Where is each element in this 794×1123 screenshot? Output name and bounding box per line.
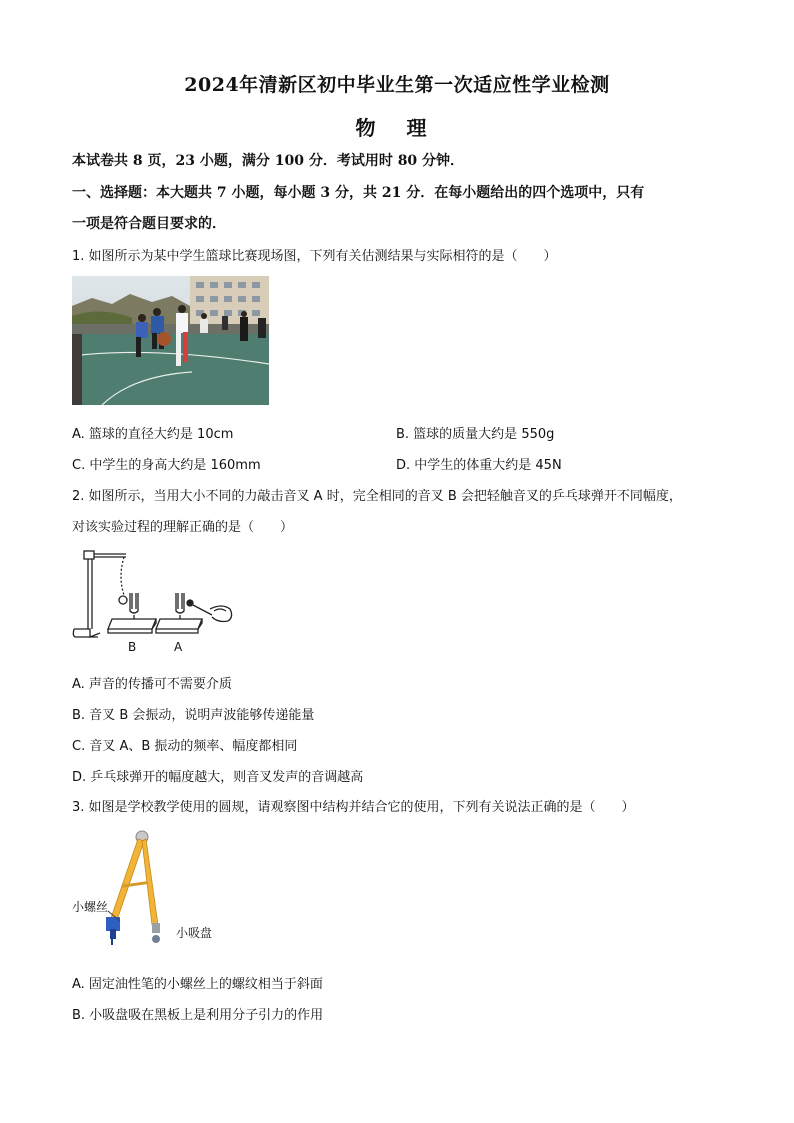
basketball-photo [72, 276, 269, 405]
question-1-option-c: C. 中学生的身高大约是 160mm [72, 458, 261, 473]
question-1-option-d: D. 中学生的体重大约是 45N [396, 458, 562, 473]
question-1-stem: 1. 如图所示为某中学生篮球比赛现场图，下列有关估测结果与实际相符的是（ ） [72, 249, 557, 264]
section-heading-line2: 一项是符合题目要求的． [72, 216, 226, 232]
fork-a-label: A [174, 640, 183, 654]
question-1-option-b: B. 篮球的质量大约是 550g [396, 427, 555, 442]
question-2-option-d: D. 乒乓球弹开的幅度越大，则音叉发声的音调越高 [72, 770, 364, 785]
exam-title: 2024年清新区初中毕业生第一次适应性学业检测 [184, 74, 610, 96]
exam-intro: 本试卷共 8 页，23 小题，满分 100 分．考试用时 80 分钟． [72, 153, 465, 169]
question-3-option-b: B. 小吸盘吸在黑板上是利用分子引力的作用 [72, 1008, 324, 1023]
question-2-option-c: C. 音叉 A、B 振动的频率、幅度都相同 [72, 739, 298, 754]
subject-title: 物 理 [355, 116, 439, 140]
question-2-stem-line2: 对该实验过程的理解正确的是（ ） [72, 520, 294, 535]
fork-b-label: B [128, 640, 137, 654]
small-screw-label: 小螺丝 [72, 900, 109, 914]
question-2-option-b: B. 音叉 B 会振动，说明声波能够传递能量 [72, 708, 315, 723]
question-2-stem-line1: 2. 如图所示，当用大小不同的力敲击音叉 A 时，完全相同的音叉 B 会把轻触音叉的乒乓球弹开不同幅度， [72, 489, 682, 504]
question-2-option-a: A. 声音的传播可不需要介质 [72, 677, 232, 692]
small-suction-cup-label: 小吸盘 [176, 926, 213, 940]
question-3-stem: 3. 如图是学校教学使用的圆规，请观察图中结构并结合它的使用，下列有关说法正确的是（ ） [72, 800, 635, 815]
question-1-option-a: A. 篮球的直径大约是 10cm [72, 427, 234, 442]
compass-diagram [72, 825, 222, 950]
tuning-fork-diagram [72, 545, 236, 657]
question-3-option-a: A. 固定油性笔的小螺丝上的螺纹相当于斜面 [72, 977, 323, 992]
section-heading-line1: 一、选择题：本大题共 7 小题，每小题 3 分，共 21 分．在每小题给出的四个选项中，只有 [72, 185, 645, 201]
